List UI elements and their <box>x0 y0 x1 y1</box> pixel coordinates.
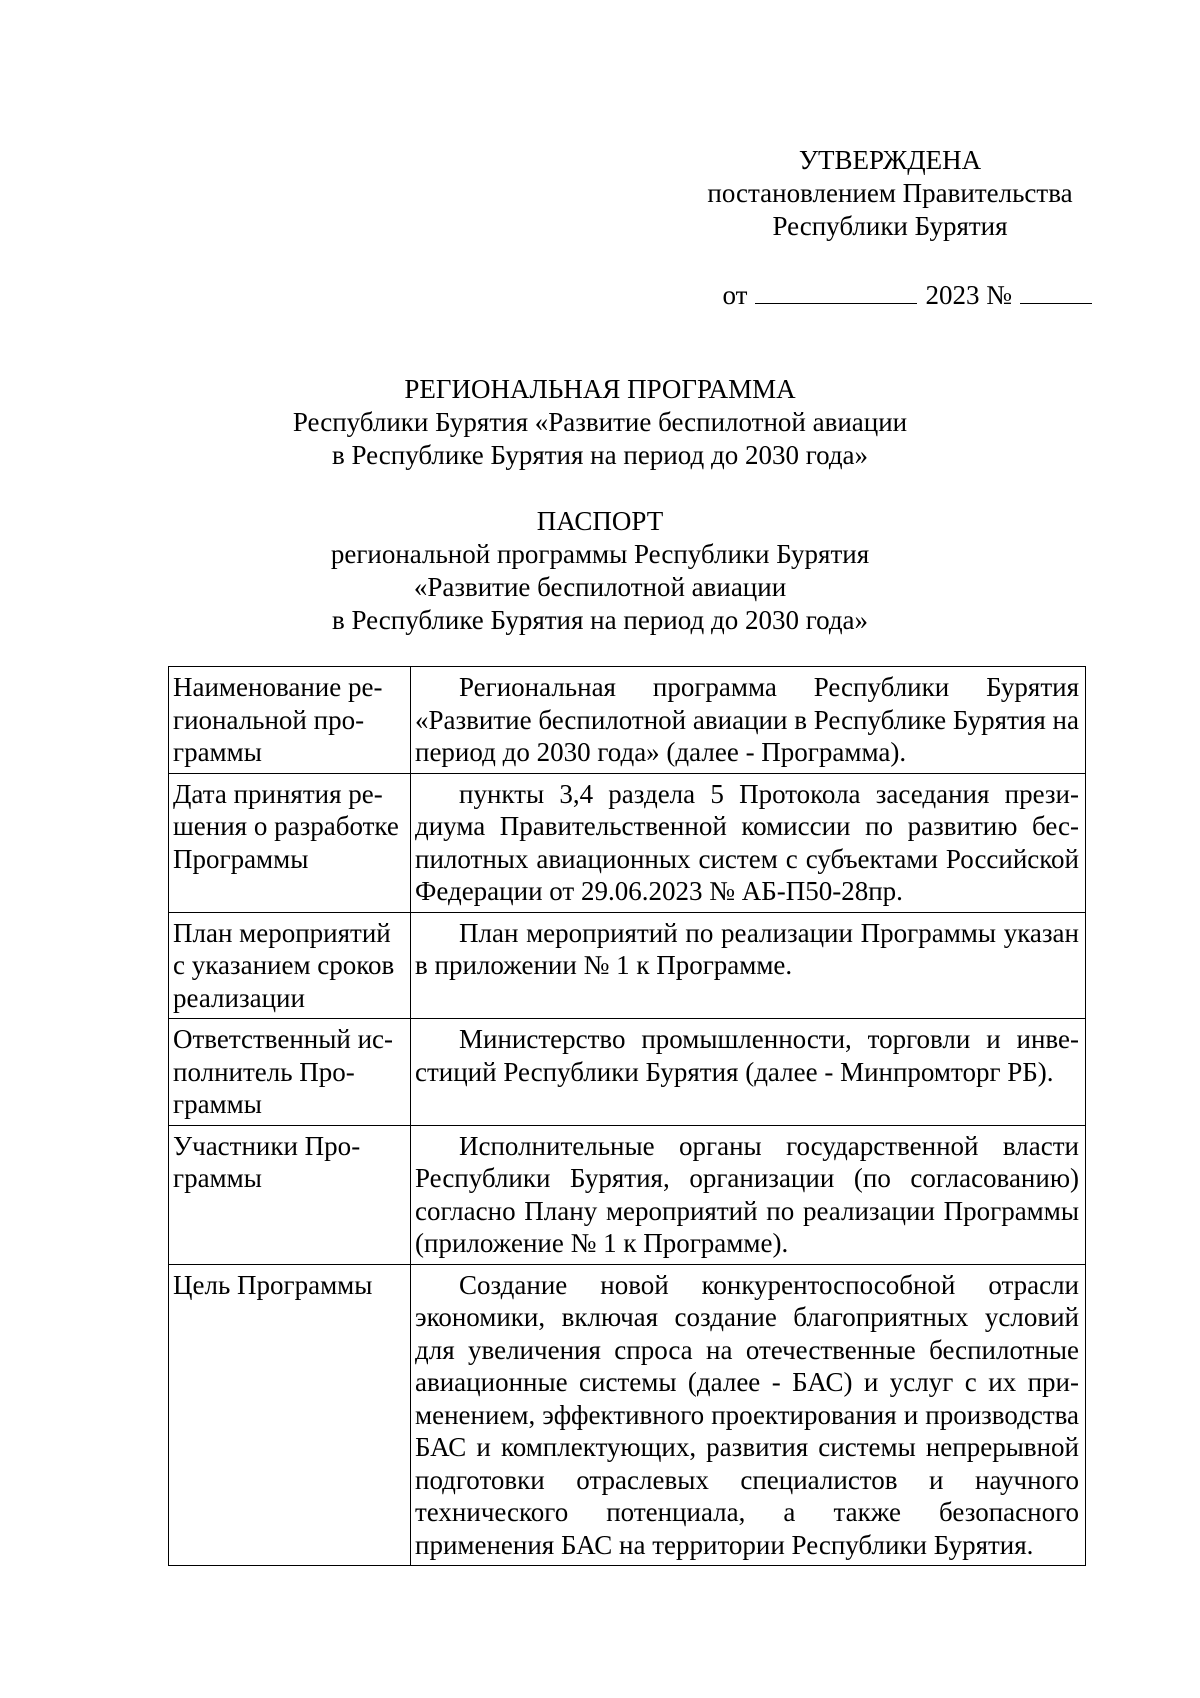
number-blank <box>1020 281 1092 304</box>
row-label: Наименование региональной программы <box>169 667 411 774</box>
table-row <box>169 1264 1086 1566</box>
approval-title: УТВЕРЖДЕНА <box>798 145 982 175</box>
program-subtitle-line-2: Республики Бурятия «Развитие беспилотной авиации <box>292 407 908 437</box>
table-row <box>169 1019 1086 1126</box>
approval-stamp <box>690 144 1090 243</box>
passport-subtitle-line-3: «Развитие беспилотной авиации <box>413 572 787 602</box>
row-label: Ответственный исполнитель Программы <box>169 1019 411 1126</box>
passport-subtitle-line-4: в Республике Бурятия на период до 2030 года» <box>331 605 869 635</box>
passport-table <box>168 666 1086 1566</box>
date-blank <box>755 281 917 304</box>
program-heading <box>0 373 1200 472</box>
row-label: План мероприятий с указанием сроков реализации <box>169 912 411 1019</box>
passport-heading <box>0 505 1200 637</box>
approval-line-2: постановлением Правительства <box>707 178 1073 208</box>
row-value: пункты 3,4 раздела 5 Протокола заседания президиума Правительственной комиссии по развитию беспилотных авиационных систем с субъектами Российской Федерации от 29.06.2023 № АБ-П50-28пр. <box>411 773 1086 912</box>
row-value: План мероприятий по реализации Программы указан в приложении № 1 к Программе. <box>411 912 1086 1019</box>
table-row <box>169 912 1086 1019</box>
program-title: РЕГИОНАЛЬНАЯ ПРОГРАММА <box>404 374 796 404</box>
program-subtitle-line-3: в Республике Бурятия на период до 2030 года» <box>331 440 869 470</box>
row-value: Создание новой конкурентоспособной отрасли экономики, включая создание благоприятных условий для увеличения спроса на отечественные беспилотные авиационные системы (далее - БАС) и услуг с их применением, эффективного проектирования и производства БАС и комплектующих, развития системы непрерывной подготовки отраслевых специалистов и научного технического потенциала, а также безопасного применения БАС на территории Республики Бурятия. <box>411 1264 1086 1566</box>
table-row <box>169 667 1086 774</box>
passport-subtitle-line-2: региональной программы Республики Бурятия <box>330 539 870 569</box>
date-prefix: от <box>722 280 748 310</box>
row-value: Исполнительные органы государственной власти Республики Бурятия, организации (по согласованию) согласно Плану мероприятий по реализации Программы (приложение № 1 к Программе). <box>411 1125 1086 1264</box>
row-value: Региональная программа Республики Бурятия «Развитие беспилотной авиации в Республике Бурятия на период до 2030 года» (далее - Программа). <box>411 667 1086 774</box>
row-value: Министерство промышленности, торговли и инвестиций Республики Бурятия (далее - Минпромторг РБ). <box>411 1019 1086 1126</box>
approval-line-3: Республики Бурятия <box>772 211 1008 241</box>
row-label: Цель Программы <box>169 1264 411 1566</box>
row-label: Участники Программы <box>169 1125 411 1264</box>
table-row <box>169 773 1086 912</box>
passport-title: ПАСПОРТ <box>536 506 664 536</box>
row-label: Дата принятия решения о разработке Программы <box>169 773 411 912</box>
decree-date-line <box>723 279 1092 312</box>
date-year-number: 2023 № <box>925 280 1012 310</box>
table-row <box>169 1125 1086 1264</box>
